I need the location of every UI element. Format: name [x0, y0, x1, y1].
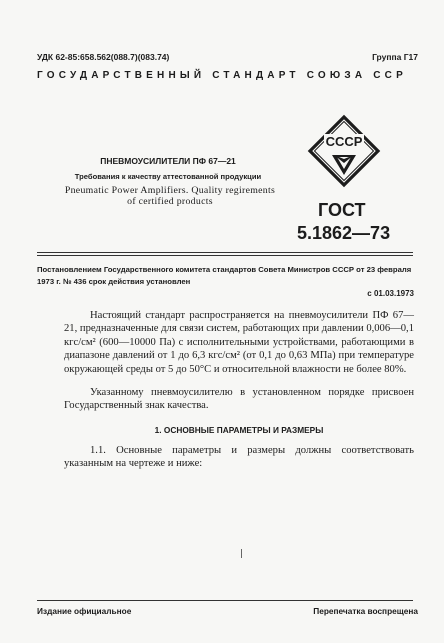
english-title-line1: Pneumatic Power Amplifiers. Quality regirements	[64, 185, 276, 196]
quality-mark-emblem	[304, 111, 384, 191]
english-title-line2: of certified products	[127, 196, 213, 207]
bottom-rule	[37, 600, 413, 601]
quality-mark-paragraph: Указанному пневмоусилителю в установленном порядке присвоен Государственный знак качества.	[64, 387, 414, 412]
top-rule-thin	[37, 255, 413, 256]
section-heading: 1. ОСНОВНЫЕ ПАРАМЕТРЫ И РАЗМЕРЫ	[154, 425, 324, 435]
gost-number: 5.1862—73	[297, 223, 391, 243]
state-standard-heading: ГОСУДАРСТВЕННЫЙ СТАНДАРТ СОЮЗА ССР	[37, 70, 407, 81]
effective-date: с 01.03.1973	[367, 289, 414, 298]
emblem-text: СССР	[325, 134, 363, 149]
group-label: Группа Г17	[372, 52, 418, 62]
top-rule	[37, 252, 413, 253]
footer-reprint-prohibited: Перепечатка воспрещена	[313, 606, 418, 616]
english-title	[50, 185, 290, 207]
quality-mark-icon	[304, 111, 384, 191]
decree-text: Постановлением Государственного комитета стандартов Совета Министров СССР от 23 февраля 1973 г. № 436 срок действия установлен	[37, 265, 412, 286]
center-mark	[241, 549, 242, 558]
udk-code: УДК 62-85:658.562(088.7)(083.74)	[37, 52, 170, 62]
footer-official-edition: Издание официальное	[37, 606, 132, 616]
document-title: ПНЕВМОУСИЛИТЕЛИ ПФ 67—21	[100, 156, 236, 166]
gost-label: ГОСТ	[318, 200, 366, 220]
intro-paragraph: Настоящий стандарт распространяется на пневмоусилители ПФ 67—21, предназначенные для связи систем, работающих при давлении 0,006—0,1 кгс/см² (600—10000 Па) с исполнительными устройствами, работающими в диапазоне давлений от 1 до 6,3 кгс/см² (от 0,1 до 0,63 МПа) при температуре окружающей среды от 5 до 50°C и относительной влажности не более 80%.	[64, 310, 414, 375]
document-subtitle: Требования к качеству аттестованной продукции	[74, 172, 262, 181]
parameters-paragraph: 1.1. Основные параметры и размеры должны соответствовать указанным на чертеже и ниже:	[64, 445, 414, 470]
